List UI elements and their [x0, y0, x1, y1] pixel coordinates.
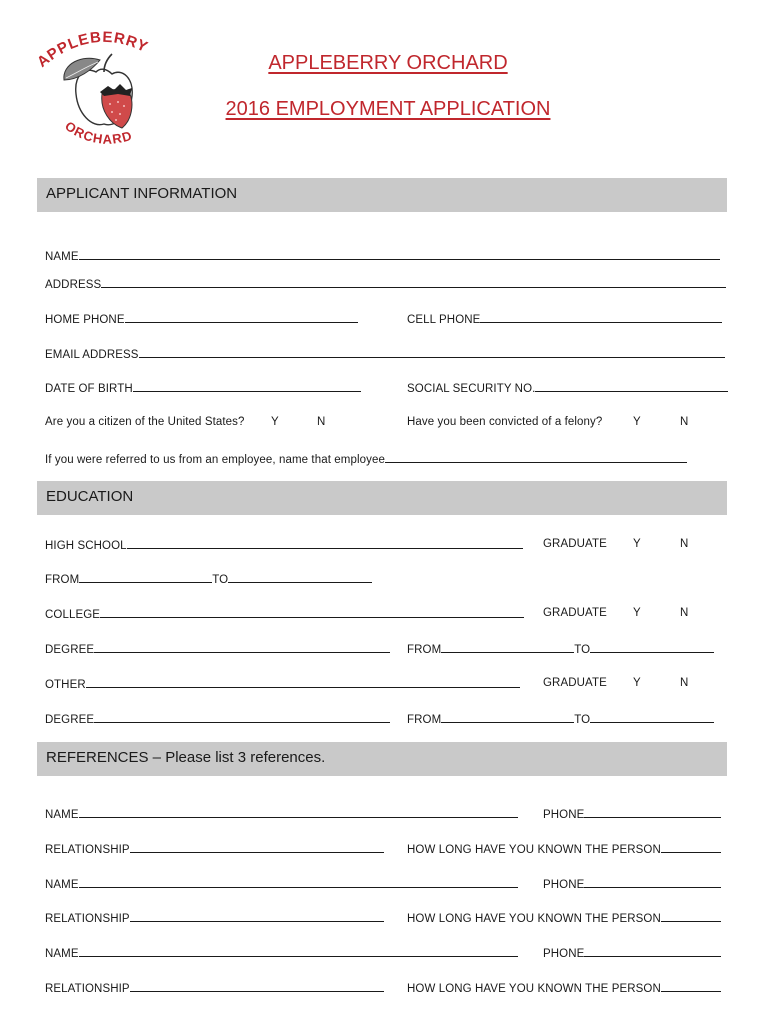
field-label: HOW LONG HAVE YOU KNOWN THE PERSON: [407, 913, 661, 925]
field-label: RELATIONSHIP: [45, 983, 130, 995]
section-header-education: [37, 481, 727, 515]
reference-3-name-line[interactable]: [79, 946, 518, 957]
email-field[interactable]: [45, 347, 725, 361]
field-label: ADDRESS: [45, 279, 102, 291]
field-label: HOW LONG HAVE YOU KNOWN THE PERSON: [407, 983, 661, 995]
reference-3-how-long-line[interactable]: [661, 981, 721, 992]
section-header-applicant: [37, 178, 727, 212]
other-from-line[interactable]: [441, 712, 574, 723]
other-degree-line[interactable]: [94, 712, 390, 723]
hs-dates-field[interactable]: [45, 572, 372, 586]
reference-2-phone-line[interactable]: [584, 877, 721, 888]
field-label: RELATIONSHIP: [45, 913, 130, 925]
field-label: CELL PHONE: [407, 314, 481, 326]
field-label: DEGREE: [45, 714, 95, 726]
field-label: EMAIL ADDRESS: [45, 349, 139, 361]
name-field[interactable]: [45, 249, 720, 263]
hs-graduate-no-option[interactable]: N: [680, 538, 689, 550]
field-label: PHONE: [543, 809, 585, 821]
field-label: FROM: [45, 574, 80, 586]
citizen-question: Are you a citizen of the United States?: [45, 416, 245, 428]
dob-field[interactable]: [45, 381, 361, 395]
reference-2-name-field[interactable]: [45, 877, 518, 891]
other-to-line[interactable]: [590, 712, 714, 723]
college-dates-field[interactable]: [407, 642, 714, 656]
reference-1-relationship-field[interactable]: [45, 842, 384, 856]
other-education-field[interactable]: [45, 677, 520, 691]
reference-2-how-long-line[interactable]: [661, 911, 721, 922]
reference-2-how-long-field[interactable]: [407, 911, 721, 925]
field-label: HOW LONG HAVE YOU KNOWN THE PERSON: [407, 844, 661, 856]
college-graduate-yes-option[interactable]: Y: [633, 607, 641, 619]
college-to-line[interactable]: [590, 642, 714, 653]
other-education-line[interactable]: [86, 677, 520, 688]
home-phone-line[interactable]: [125, 312, 358, 323]
field-label: DATE OF BIRTH: [45, 383, 133, 395]
college-field[interactable]: [45, 607, 524, 621]
field-label: FROM: [407, 644, 442, 656]
reference-2-name-line[interactable]: [79, 877, 518, 888]
other-graduate-no-option[interactable]: N: [680, 677, 689, 689]
email-line[interactable]: [139, 347, 725, 358]
other-dates-field[interactable]: [407, 712, 714, 726]
reference-1-phone-field[interactable]: [543, 807, 721, 821]
graduate-label: GRADUATE: [543, 607, 607, 619]
college-graduate-no-option[interactable]: N: [680, 607, 689, 619]
section-title: APPLICANT INFORMATION: [46, 185, 238, 202]
college-from-line[interactable]: [441, 642, 574, 653]
graduate-label: GRADUATE: [543, 538, 607, 550]
reference-1-how-long-field[interactable]: [407, 842, 721, 856]
high-school-line[interactable]: [127, 538, 523, 549]
field-label: NAME: [45, 879, 79, 891]
field-label: NAME: [45, 948, 79, 960]
reference-1-how-long-line[interactable]: [661, 842, 721, 853]
field-label: RELATIONSHIP: [45, 844, 130, 856]
reference-2-phone-field[interactable]: [543, 877, 721, 891]
form-title: APPLEBERRY ORCHARD: [268, 52, 508, 74]
hs-to-line[interactable]: [228, 572, 372, 583]
hs-graduate-yes-option[interactable]: Y: [633, 538, 641, 550]
reference-3-name-field[interactable]: [45, 946, 518, 960]
reference-3-phone-field[interactable]: [543, 946, 721, 960]
address-line[interactable]: [101, 277, 726, 288]
address-field[interactable]: [45, 277, 726, 291]
logo-top-text: APPLEBERRY: [34, 28, 151, 71]
field-label: SOCIAL SECURITY NO.: [407, 383, 536, 395]
field-label: DEGREE: [45, 644, 95, 656]
hs-from-line[interactable]: [79, 572, 212, 583]
cell-phone-field[interactable]: [407, 312, 722, 326]
reference-3-phone-line[interactable]: [584, 946, 721, 957]
field-label: HIGH SCHOOL: [45, 540, 127, 552]
field-label: COLLEGE: [45, 609, 101, 621]
field-label: NAME: [45, 251, 79, 263]
felony-no-option[interactable]: N: [680, 416, 689, 428]
graduate-label: GRADUATE: [543, 677, 607, 689]
field-label: PHONE: [543, 879, 585, 891]
college-degree-field[interactable]: [45, 642, 390, 656]
college-line[interactable]: [100, 607, 524, 618]
section-title: EDUCATION: [46, 488, 134, 505]
dob-line[interactable]: [133, 381, 361, 392]
form-subtitle: 2016 EMPLOYMENT APPLICATION: [225, 98, 551, 120]
field-label: If you were referred to us from an employee, name that employee: [45, 454, 385, 466]
reference-3-how-long-field[interactable]: [407, 981, 721, 995]
field-label: OTHER: [45, 679, 86, 691]
section-title: REFERENCES – Please list 3 references.: [46, 749, 326, 766]
reference-1-name-field[interactable]: [45, 807, 518, 821]
felony-yes-option[interactable]: Y: [633, 416, 641, 428]
field-label: TO: [212, 574, 229, 586]
reference-1-relationship-line[interactable]: [130, 842, 384, 853]
cell-phone-line[interactable]: [480, 312, 722, 323]
other-graduate-yes-option[interactable]: Y: [633, 677, 641, 689]
home-phone-field[interactable]: [45, 312, 358, 326]
reference-3-relationship-field[interactable]: [45, 981, 384, 995]
referral-field[interactable]: [45, 452, 687, 466]
field-label: NAME: [45, 809, 79, 821]
name-line[interactable]: [79, 249, 720, 260]
referral-line[interactable]: [385, 452, 687, 463]
field-label: TO: [574, 644, 591, 656]
felony-question: Have you been convicted of a felony?: [407, 416, 603, 428]
ssn-line[interactable]: [535, 381, 728, 392]
field-label: HOME PHONE: [45, 314, 125, 326]
field-label: FROM: [407, 714, 442, 726]
reference-1-phone-line[interactable]: [584, 807, 721, 818]
appleberry-logo: [34, 24, 174, 159]
college-degree-line[interactable]: [94, 642, 390, 653]
section-header-references: [37, 742, 727, 776]
reference-3-relationship-line[interactable]: [130, 981, 384, 992]
field-label: PHONE: [543, 948, 585, 960]
other-degree-field[interactable]: [45, 712, 390, 726]
ssn-field[interactable]: [407, 381, 728, 395]
reference-2-relationship-line[interactable]: [130, 911, 384, 922]
reference-1-name-line[interactable]: [79, 807, 518, 818]
high-school-field[interactable]: [45, 538, 523, 552]
reference-2-relationship-field[interactable]: [45, 911, 384, 925]
field-label: TO: [574, 714, 591, 726]
citizen-no-option[interactable]: N: [317, 416, 326, 428]
logo-bottom-text: ORCHARD: [62, 118, 135, 147]
citizen-yes-option[interactable]: Y: [271, 416, 279, 428]
